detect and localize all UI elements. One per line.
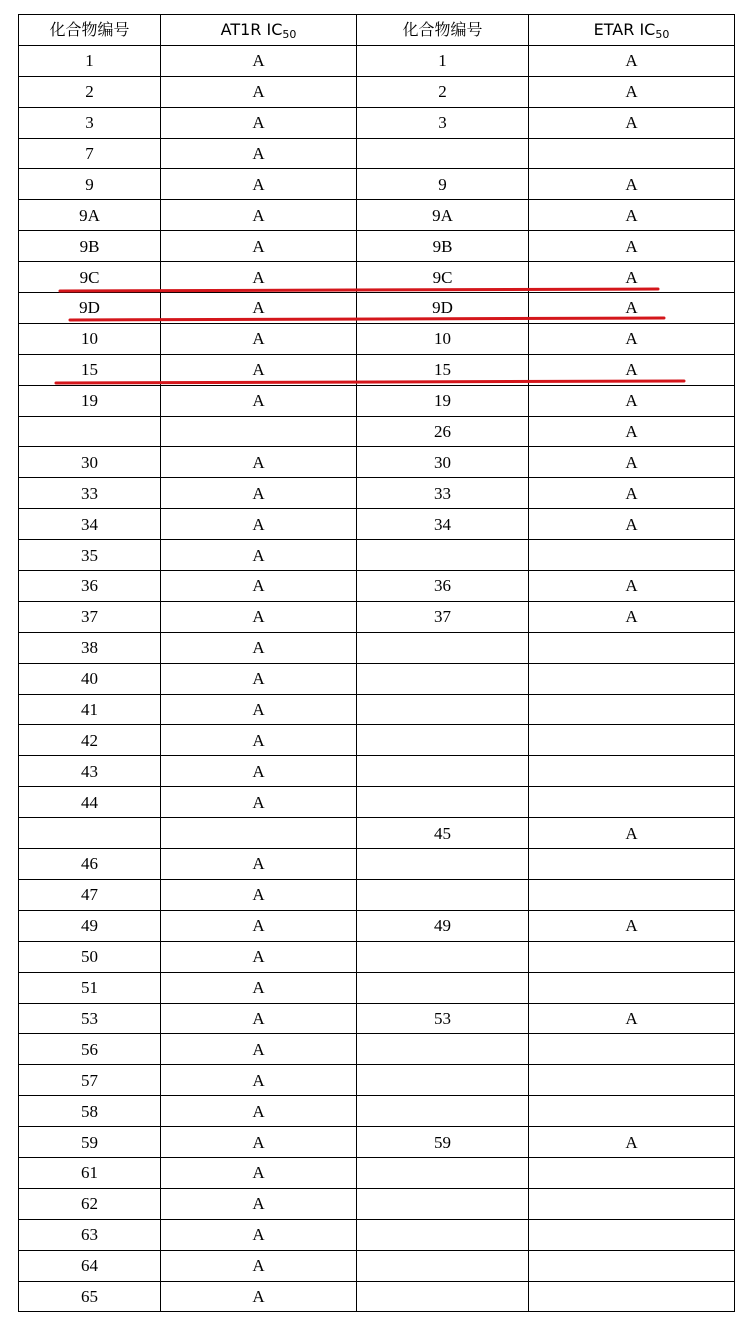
- etar-ic50-cell: A: [529, 293, 735, 324]
- table-row: [19, 447, 735, 478]
- etar-ic50-cell: A: [529, 910, 735, 941]
- compound-number-cell: 9: [357, 169, 529, 200]
- compound-number-cell: 26: [357, 416, 529, 447]
- table-row: [19, 169, 735, 200]
- table-row: [19, 818, 735, 849]
- compound-number-cell: 37: [19, 601, 161, 632]
- compound-number-cell: 43: [19, 756, 161, 787]
- compound-number-cell: 9C: [357, 262, 529, 293]
- compound-number-cell: 36: [357, 571, 529, 602]
- table-row: [19, 601, 735, 632]
- compound-number-cell: 30: [19, 447, 161, 478]
- at1r-ic50-cell: A: [161, 1219, 357, 1250]
- etar-ic50-cell: [529, 1281, 735, 1312]
- etar-ic50-cell: A: [529, 478, 735, 509]
- table-row: [19, 1281, 735, 1312]
- table-row: [19, 694, 735, 725]
- at1r-ic50-cell: A: [161, 45, 357, 76]
- table-row: [19, 910, 735, 941]
- table-row: [19, 1157, 735, 1188]
- etar-ic50-cell: [529, 1250, 735, 1281]
- at1r-ic50-cell: A: [161, 1188, 357, 1219]
- compound-number-cell: 49: [19, 910, 161, 941]
- compound-number-cell: 34: [19, 509, 161, 540]
- table-row: [19, 756, 735, 787]
- table-row: [19, 571, 735, 602]
- table-row: [19, 849, 735, 880]
- at1r-ic50-cell: A: [161, 694, 357, 725]
- etar-ic50-cell: [529, 540, 735, 571]
- at1r-ic50-cell: A: [161, 540, 357, 571]
- at1r-ic50-cell: A: [161, 354, 357, 385]
- compound-number-cell: [357, 632, 529, 663]
- at1r-ic50-cell: A: [161, 756, 357, 787]
- table-row: [19, 540, 735, 571]
- etar-ic50-cell: A: [529, 262, 735, 293]
- at1r-ic50-cell: A: [161, 601, 357, 632]
- at1r-ic50-cell: A: [161, 138, 357, 169]
- compound-number-cell: 59: [357, 1127, 529, 1158]
- compound-number-cell: [357, 1065, 529, 1096]
- compound-number-cell: 47: [19, 879, 161, 910]
- at1r-ic50-cell: A: [161, 787, 357, 818]
- etar-ic50-cell: A: [529, 1127, 735, 1158]
- compound-number-cell: 46: [19, 849, 161, 880]
- table-row: [19, 879, 735, 910]
- compound-number-cell: 9B: [19, 231, 161, 262]
- etar-ic50-cell: A: [529, 818, 735, 849]
- compound-number-cell: 57: [19, 1065, 161, 1096]
- at1r-ic50-cell: A: [161, 879, 357, 910]
- at1r-ic50-cell: A: [161, 509, 357, 540]
- etar-ic50-cell: A: [529, 76, 735, 107]
- etar-ic50-cell: A: [529, 107, 735, 138]
- at1r-ic50-cell: A: [161, 478, 357, 509]
- table-body: [19, 45, 735, 1312]
- compound-number-cell: 41: [19, 694, 161, 725]
- compound-number-cell: 15: [357, 354, 529, 385]
- at1r-ic50-cell: A: [161, 1003, 357, 1034]
- compound-number-cell: 62: [19, 1188, 161, 1219]
- table-row: [19, 725, 735, 756]
- compound-number-cell: 9D: [19, 293, 161, 324]
- compound-number-cell: 10: [357, 323, 529, 354]
- at1r-ic50-cell: A: [161, 725, 357, 756]
- compound-number-cell: 2: [357, 76, 529, 107]
- at1r-ic50-cell: A: [161, 169, 357, 200]
- table-row: [19, 45, 735, 76]
- compound-number-cell: 3: [357, 107, 529, 138]
- etar-ic50-cell: A: [529, 45, 735, 76]
- header-compound-number-1: 化合物编号: [19, 15, 161, 46]
- table-row: [19, 385, 735, 416]
- header-row: [19, 15, 735, 46]
- at1r-ic50-cell: A: [161, 910, 357, 941]
- compound-number-cell: 15: [19, 354, 161, 385]
- etar-ic50-cell: [529, 849, 735, 880]
- etar-ic50-cell: A: [529, 231, 735, 262]
- at1r-ic50-cell: A: [161, 262, 357, 293]
- etar-ic50-cell: [529, 879, 735, 910]
- compound-number-cell: 7: [19, 138, 161, 169]
- at1r-ic50-cell: A: [161, 323, 357, 354]
- compound-number-cell: [19, 818, 161, 849]
- compound-number-cell: [357, 725, 529, 756]
- compound-number-cell: 9C: [19, 262, 161, 293]
- at1r-ic50-cell: A: [161, 663, 357, 694]
- at1r-ic50-cell: A: [161, 200, 357, 231]
- compound-number-cell: 2: [19, 76, 161, 107]
- compound-number-cell: [357, 694, 529, 725]
- compound-number-cell: 36: [19, 571, 161, 602]
- table-row: [19, 632, 735, 663]
- etar-ic50-cell: [529, 1065, 735, 1096]
- table-row: [19, 293, 735, 324]
- etar-ic50-cell: [529, 632, 735, 663]
- table-row: [19, 941, 735, 972]
- etar-ic50-cell: A: [529, 447, 735, 478]
- etar-ic50-cell: [529, 941, 735, 972]
- compound-number-cell: 19: [357, 385, 529, 416]
- etar-ic50-cell: A: [529, 169, 735, 200]
- table-row: [19, 1219, 735, 1250]
- at1r-ic50-cell: A: [161, 447, 357, 478]
- at1r-ic50-cell: A: [161, 107, 357, 138]
- at1r-ic50-cell: A: [161, 632, 357, 663]
- etar-ic50-cell: A: [529, 200, 735, 231]
- etar-ic50-cell: A: [529, 416, 735, 447]
- table-row: [19, 354, 735, 385]
- table-row: [19, 787, 735, 818]
- compound-number-cell: 9A: [357, 200, 529, 231]
- compound-number-cell: [357, 879, 529, 910]
- at1r-ic50-cell: A: [161, 231, 357, 262]
- table-row: [19, 1003, 735, 1034]
- compound-ic50-table: [18, 14, 735, 1312]
- etar-ic50-cell: A: [529, 323, 735, 354]
- compound-number-cell: [19, 416, 161, 447]
- compound-number-cell: 1: [357, 45, 529, 76]
- compound-number-cell: 30: [357, 447, 529, 478]
- compound-number-cell: 49: [357, 910, 529, 941]
- compound-number-cell: 1: [19, 45, 161, 76]
- compound-number-cell: [357, 1188, 529, 1219]
- compound-number-cell: 42: [19, 725, 161, 756]
- compound-number-cell: 3: [19, 107, 161, 138]
- compound-number-cell: 53: [357, 1003, 529, 1034]
- etar-ic50-cell: A: [529, 354, 735, 385]
- compound-number-cell: [357, 849, 529, 880]
- etar-ic50-cell: A: [529, 601, 735, 632]
- etar-ic50-cell: [529, 663, 735, 694]
- at1r-ic50-cell: A: [161, 1281, 357, 1312]
- etar-ic50-cell: [529, 756, 735, 787]
- etar-ic50-cell: [529, 1096, 735, 1127]
- at1r-ic50-cell: A: [161, 293, 357, 324]
- compound-number-cell: 38: [19, 632, 161, 663]
- at1r-ic50-cell: A: [161, 1096, 357, 1127]
- etar-ic50-cell: [529, 1157, 735, 1188]
- compound-number-cell: 65: [19, 1281, 161, 1312]
- etar-ic50-cell: [529, 694, 735, 725]
- at1r-ic50-cell: [161, 818, 357, 849]
- compound-number-cell: 34: [357, 509, 529, 540]
- etar-ic50-cell: [529, 138, 735, 169]
- etar-ic50-cell: [529, 1034, 735, 1065]
- compound-number-cell: [357, 540, 529, 571]
- table-row: [19, 1127, 735, 1158]
- compound-number-cell: 44: [19, 787, 161, 818]
- compound-number-cell: 35: [19, 540, 161, 571]
- etar-ic50-cell: A: [529, 1003, 735, 1034]
- table-row: [19, 478, 735, 509]
- at1r-ic50-cell: A: [161, 1250, 357, 1281]
- compound-number-cell: 61: [19, 1157, 161, 1188]
- table-row: [19, 262, 735, 293]
- table-row: [19, 416, 735, 447]
- compound-number-cell: 56: [19, 1034, 161, 1065]
- compound-number-cell: 63: [19, 1219, 161, 1250]
- at1r-ic50-cell: A: [161, 385, 357, 416]
- compound-number-cell: [357, 1096, 529, 1127]
- compound-number-cell: [357, 663, 529, 694]
- compound-number-cell: 37: [357, 601, 529, 632]
- table-row: [19, 1096, 735, 1127]
- etar-ic50-cell: [529, 972, 735, 1003]
- etar-ic50-cell: A: [529, 509, 735, 540]
- compound-number-cell: 9: [19, 169, 161, 200]
- compound-number-cell: 9A: [19, 200, 161, 231]
- at1r-ic50-cell: A: [161, 1127, 357, 1158]
- compound-number-cell: [357, 1219, 529, 1250]
- compound-number-cell: 33: [357, 478, 529, 509]
- at1r-ic50-cell: [161, 416, 357, 447]
- table-row: [19, 1034, 735, 1065]
- etar-ic50-cell: [529, 787, 735, 818]
- compound-number-cell: [357, 1034, 529, 1065]
- table-row: [19, 138, 735, 169]
- compound-number-cell: 45: [357, 818, 529, 849]
- compound-number-cell: 64: [19, 1250, 161, 1281]
- at1r-ic50-cell: A: [161, 1034, 357, 1065]
- table-row: [19, 76, 735, 107]
- compound-number-cell: 10: [19, 323, 161, 354]
- table-row: [19, 1188, 735, 1219]
- compound-number-cell: 9B: [357, 231, 529, 262]
- compound-number-cell: [357, 138, 529, 169]
- etar-ic50-cell: [529, 1188, 735, 1219]
- at1r-ic50-cell: A: [161, 1065, 357, 1096]
- etar-ic50-cell: [529, 1219, 735, 1250]
- table-row: [19, 1065, 735, 1096]
- compound-number-cell: 59: [19, 1127, 161, 1158]
- compound-number-cell: [357, 972, 529, 1003]
- compound-number-cell: 33: [19, 478, 161, 509]
- compound-number-cell: 19: [19, 385, 161, 416]
- compound-number-cell: [357, 787, 529, 818]
- at1r-ic50-cell: A: [161, 941, 357, 972]
- compound-number-cell: [357, 1250, 529, 1281]
- table-row: [19, 107, 735, 138]
- at1r-ic50-cell: A: [161, 849, 357, 880]
- table-row: [19, 323, 735, 354]
- table-row: [19, 509, 735, 540]
- at1r-ic50-cell: A: [161, 972, 357, 1003]
- compound-number-cell: 58: [19, 1096, 161, 1127]
- compound-number-cell: [357, 941, 529, 972]
- etar-ic50-cell: [529, 725, 735, 756]
- compound-number-cell: [357, 1157, 529, 1188]
- compound-number-cell: 50: [19, 941, 161, 972]
- table-row: [19, 663, 735, 694]
- etar-ic50-cell: A: [529, 385, 735, 416]
- header-compound-number-2: 化合物编号: [357, 15, 529, 46]
- at1r-ic50-cell: A: [161, 571, 357, 602]
- etar-ic50-cell: A: [529, 571, 735, 602]
- compound-number-cell: [357, 1281, 529, 1312]
- compound-number-cell: 53: [19, 1003, 161, 1034]
- compound-number-cell: 9D: [357, 293, 529, 324]
- compound-number-cell: 40: [19, 663, 161, 694]
- table-row: [19, 231, 735, 262]
- table-row: [19, 1250, 735, 1281]
- table-row: [19, 972, 735, 1003]
- compound-number-cell: [357, 756, 529, 787]
- table-row: [19, 200, 735, 231]
- header-at1r-ic50: AT1R $IC_{50}$: [161, 15, 357, 46]
- at1r-ic50-cell: A: [161, 76, 357, 107]
- compound-number-cell: 51: [19, 972, 161, 1003]
- header-etar-ic50: ETAR $IC_{50}$: [529, 15, 735, 46]
- at1r-ic50-cell: A: [161, 1157, 357, 1188]
